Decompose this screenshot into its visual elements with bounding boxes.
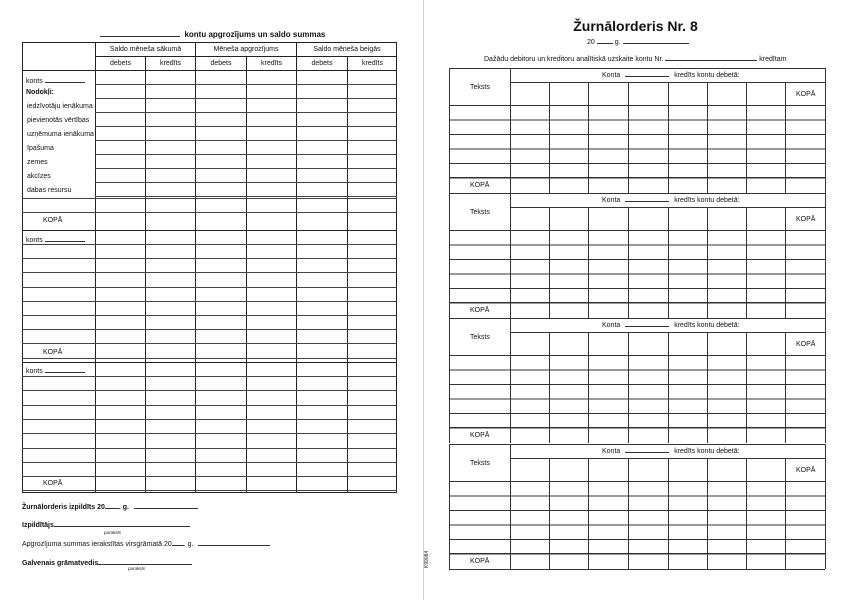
- nodokli-label: Nodokļi:: [26, 89, 54, 96]
- paraksts-caption: paraksts: [128, 566, 146, 571]
- col-sub-kredits: kredīts: [361, 60, 383, 67]
- left-title: kontu apgrozījums un saldo summas: [100, 30, 325, 39]
- col-group-apgrozijums: Mēneša apgrozījums: [213, 46, 279, 53]
- col-sub-kredits: kredīts: [260, 60, 282, 67]
- teksts-label: Teksts: [470, 84, 490, 91]
- kopa-row-label: KOPĀ: [470, 307, 490, 314]
- kopa-header-label: KOPĀ: [796, 341, 816, 348]
- teksts-label: Teksts: [470, 334, 490, 341]
- konta-header: Konta kredīts kontu debetā:: [602, 322, 740, 329]
- konta-header: Konta kredīts kontu debetā:: [602, 448, 740, 455]
- journal-date: 20 g.: [587, 39, 689, 46]
- tax-item: dabas resursu: [27, 187, 72, 194]
- kopa-header-label: KOPĀ: [796, 216, 816, 223]
- footer-izpilditajs: Izpildītājs: [22, 522, 190, 529]
- tax-item: akcīzes: [27, 173, 51, 180]
- kopa-label: KOPĀ: [43, 217, 63, 224]
- teksts-label: Teksts: [470, 209, 490, 216]
- footer-virsgramata: Apgrozījuma summas ierakstītas virsgrāmatā 20 . g.: [22, 541, 270, 548]
- col-sub-kredits: kredīts: [159, 60, 181, 67]
- tax-item: iedzīvotāju ienākuma: [27, 103, 93, 110]
- journal-subtitle: Dažādu debitoru un kreditoru analītiskā uzskaite kontu Nr. kredītam: [484, 56, 787, 63]
- konts-label: konts: [26, 236, 85, 245]
- kopa-label: KOPĀ: [43, 480, 63, 487]
- tax-item: zemes: [27, 159, 48, 166]
- kopa-row-label: KOPĀ: [470, 558, 490, 565]
- kopa-row-label: KOPĀ: [470, 182, 490, 189]
- tax-item: uzņēmuma ienākuma: [27, 131, 94, 138]
- kopa-label: KOPĀ: [43, 349, 63, 356]
- tax-item: pievienotās vērtības: [27, 117, 90, 124]
- tax-item: īpašuma: [27, 145, 54, 152]
- konts-label: konts: [26, 77, 85, 86]
- footer-izpildits: Žurnālorderis izpildīts 20 . g.: [22, 504, 198, 511]
- journal-title: Žurnālorderis Nr. 8: [573, 18, 698, 34]
- konta-header: Konta kredīts kontu debetā:: [602, 72, 740, 79]
- col-group-saldo-end: Saldo mēneša beigās: [313, 46, 381, 53]
- footer-galvenais: Galvenais grāmatvedis: [22, 560, 192, 567]
- kopa-header-label: KOPĀ: [796, 91, 816, 98]
- kopa-header-label: KOPĀ: [796, 467, 816, 474]
- kopa-row-label: KOPĀ: [470, 432, 490, 439]
- col-sub-debets: debets: [109, 60, 132, 67]
- konta-header: Konta kredīts kontu debetā:: [602, 197, 740, 204]
- col-group-saldo-start: Saldo mēneša sākumā: [109, 46, 182, 53]
- col-sub-debets: debets: [311, 60, 333, 67]
- teksts-label: Teksts: [470, 460, 490, 467]
- konts-label: konts: [26, 367, 85, 376]
- paraksts-caption: paraksts: [104, 530, 122, 535]
- col-sub-debets: debets: [210, 60, 232, 67]
- form-code: K99084: [424, 550, 430, 568]
